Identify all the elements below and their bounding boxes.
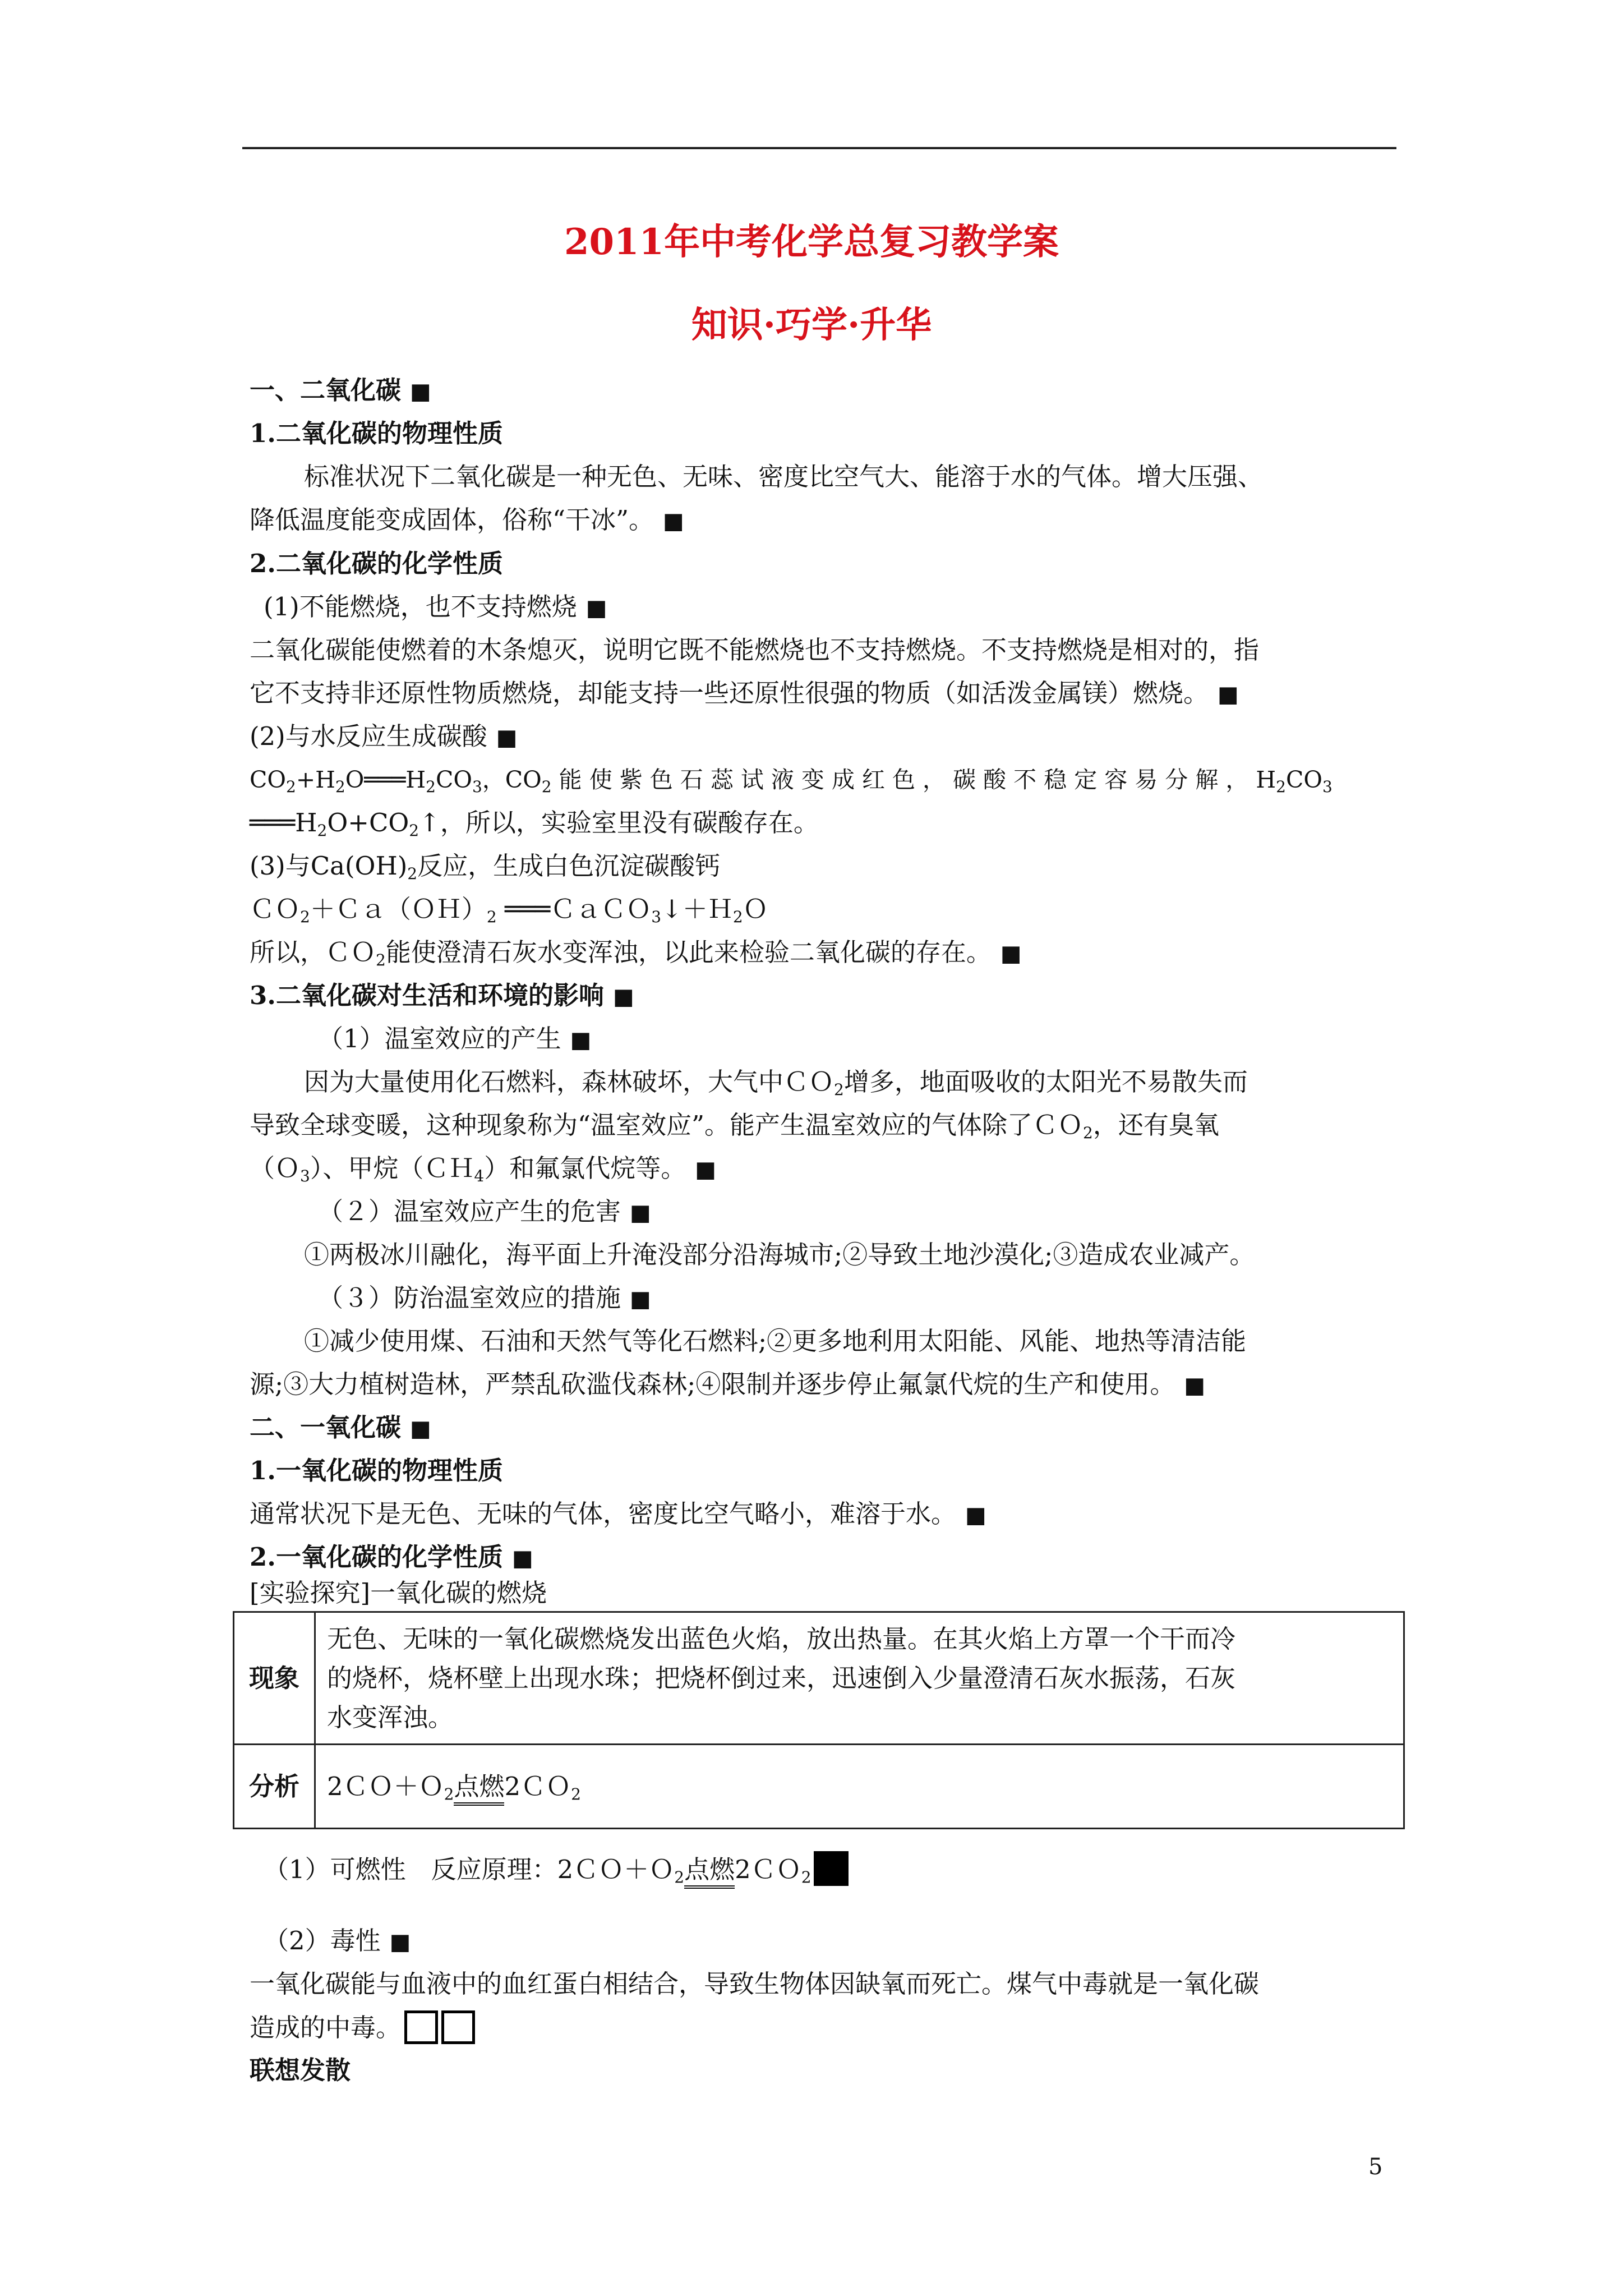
paragraph: 源;③大力植树造林，严禁乱砍滥伐森林;④限制并逐步停止氟氯代烷的生产和使用。 ■ [250, 1369, 1206, 1399]
subheading: (1)不能燃烧，也不支持燃烧 ■ [264, 592, 607, 622]
subheading: （３）防治温室效应的措施 ■ [318, 1283, 651, 1313]
equation-line: $CO_2+Ca(OH)_2$ ═══ＣａＣＯ$_3$↓＋Ｈ$_2$Ｏ [250, 894, 768, 926]
marker-icon: ■ [410, 1415, 431, 1442]
marker-icon: ■ [1218, 682, 1239, 707]
marker-icon: ■ [410, 378, 431, 404]
heading-co-physical: 1.一氧化碳的物理性质 [250, 1456, 503, 1485]
subheading: (3)与$Ca(OH)_2$反应，生成白色沉淀碳酸钙 [250, 851, 721, 883]
page-subtitle: 知识·巧学·升华 [691, 304, 932, 346]
section-heading-co2: 一、二氧化碳 ■ [250, 375, 431, 405]
paragraph: ①两极冰川融化，海平面上升淹没部分沿海城市;②导致土地沙漠化;③造成农业减产。 [304, 1240, 1255, 1269]
paragraph: ①减少使用煤、石油和天然气等化石燃料;②更多地利用太阳能、风能、地热等清洁能 [304, 1326, 1247, 1356]
empty-box-icon [441, 2010, 475, 2044]
page-number: 5 [1368, 2154, 1383, 2180]
table-row [234, 1612, 1404, 1745]
heading-co2-physical: 1.二氧化碳的物理性质 [250, 418, 503, 448]
paragraph: 导致全球变暖，这种现象称为“温室效应”。能产生温室效应的气体除了ＣＯ$_2$，还有臭氧 [250, 1110, 1219, 1142]
marker-icon: ■ [496, 725, 518, 751]
paragraph: 一氧化碳能与血液中的血红蛋白相结合，导致生物体因缺氧而死亡。煤气中毒就是一氧化碳 [250, 1969, 1260, 1999]
subheading: （２）温室效应产生的危害 ■ [318, 1197, 651, 1226]
table-header-analysis: 分析 [234, 1745, 315, 1829]
heading-co2-chemical: 2.二氧化碳的化学性质 [250, 549, 503, 578]
marker-icon: ■ [965, 1502, 986, 1528]
paragraph: 标准状况下二氧化碳是一种无色、无味、密度比空气大、能溶于水的气体。增大压强、 [304, 462, 1264, 491]
marker-icon: ■ [630, 1200, 651, 1226]
paragraph: （Ｏ$_3$）、甲烷（ＣＨ$_4$）和氟氯代烷等。 ■ [250, 1153, 716, 1185]
page-title: 2011年中考化学总复习教学案 [564, 221, 1059, 263]
equation-line: $CO_2+H_2O═══H_2CO_3$，$CO_2$ 能 使 紫 色 石 蕊 试 液 变 成 红 色 ， 碳 酸 不 稳 定 容 易 分 解 ， $H_2CO_3$ [250, 766, 1332, 796]
marker-icon: ■ [695, 1157, 716, 1182]
paragraph: 所以，ＣＯ$_2$能使澄清石灰水变浑浊，以此来检验二氧化碳的存在。 ■ [250, 937, 1022, 969]
heading-association: 联想发散 [250, 2055, 351, 2085]
marker-icon: ■ [630, 1286, 651, 1312]
paragraph: 二氧化碳能使燃着的木条熄灭，说明它既不能燃烧也不支持燃烧。不支持燃烧是相对的，指 [250, 635, 1260, 665]
marker-icon: ■ [663, 508, 684, 534]
table-cell: 2ＣＯ＋Ｏ$_2$点燃2ＣＯ$_2$ [315, 1745, 1404, 1829]
marker-icon: ■ [1184, 1373, 1206, 1398]
equation-line: $═══H_2O+CO_2↑$，所以，实验室里没有碳酸存在。 [250, 808, 819, 840]
paragraph: 通常状况下是无色、无味的气体，密度比空气略小，难溶于水。 ■ [250, 1499, 986, 1529]
marker-icon: ■ [511, 1545, 533, 1571]
paragraph: 它不支持非还原性物质燃烧，却能支持一些还原性很强的物质（如活泼金属镁）燃烧。 ■ [250, 678, 1239, 708]
paragraph: 造成的中毒。 [250, 2010, 475, 2045]
header-rule [242, 147, 1396, 149]
marker-icon: ■ [389, 1929, 411, 1955]
paragraph: 因为大量使用化石燃料，森林破坏，大气中ＣＯ$_2$增多，地面吸收的太阳光不易散失而 [304, 1067, 1248, 1099]
experiment-table [233, 1611, 1405, 1829]
table-row [234, 1745, 1404, 1829]
table-cell [315, 1612, 1404, 1745]
section-heading-co: 二、一氧化碳 ■ [250, 1412, 431, 1442]
heading-co-chemical: 2.一氧化碳的化学性质 ■ [250, 1542, 533, 1572]
subheading: （2）毒性 ■ [264, 1926, 411, 1955]
cell-line: 的烧杯，烧杯壁上出现水珠；把烧杯倒过来，迅速倒入少量澄清石灰水振荡，石灰 [327, 1663, 1236, 1693]
table-header-phenomenon: 现象 [234, 1612, 315, 1745]
marker-icon: ■ [1000, 941, 1022, 967]
subheading: （1）温室效应的产生 ■ [318, 1024, 592, 1053]
cell-line: 水变浑浊。 [327, 1702, 454, 1732]
subheading: (2)与水反应生成碳酸 ■ [250, 721, 518, 751]
filled-square-icon [814, 1851, 849, 1886]
heading-co2-environment: 3.二氧化碳对生活和环境的影响 ■ [250, 981, 634, 1010]
cell-line: 无色、无味的一氧化碳燃烧发出蓝色火焰，放出热量。在其火焰上方罩一个干而冷 [327, 1623, 1236, 1654]
experiment-label: [实验探究]一氧化碳的燃烧 [250, 1578, 547, 1608]
empty-box-icon [404, 2010, 438, 2044]
paragraph: 降低温度能变成固体，俗称“干冰”。 ■ [250, 505, 684, 535]
subheading: （1）可燃性 反应原理：2ＣＯ＋Ｏ$_2$点燃2ＣＯ$_2$ [264, 1851, 849, 1887]
marker-icon: ■ [612, 983, 634, 1010]
marker-icon: ■ [585, 595, 607, 621]
marker-icon: ■ [570, 1027, 592, 1053]
